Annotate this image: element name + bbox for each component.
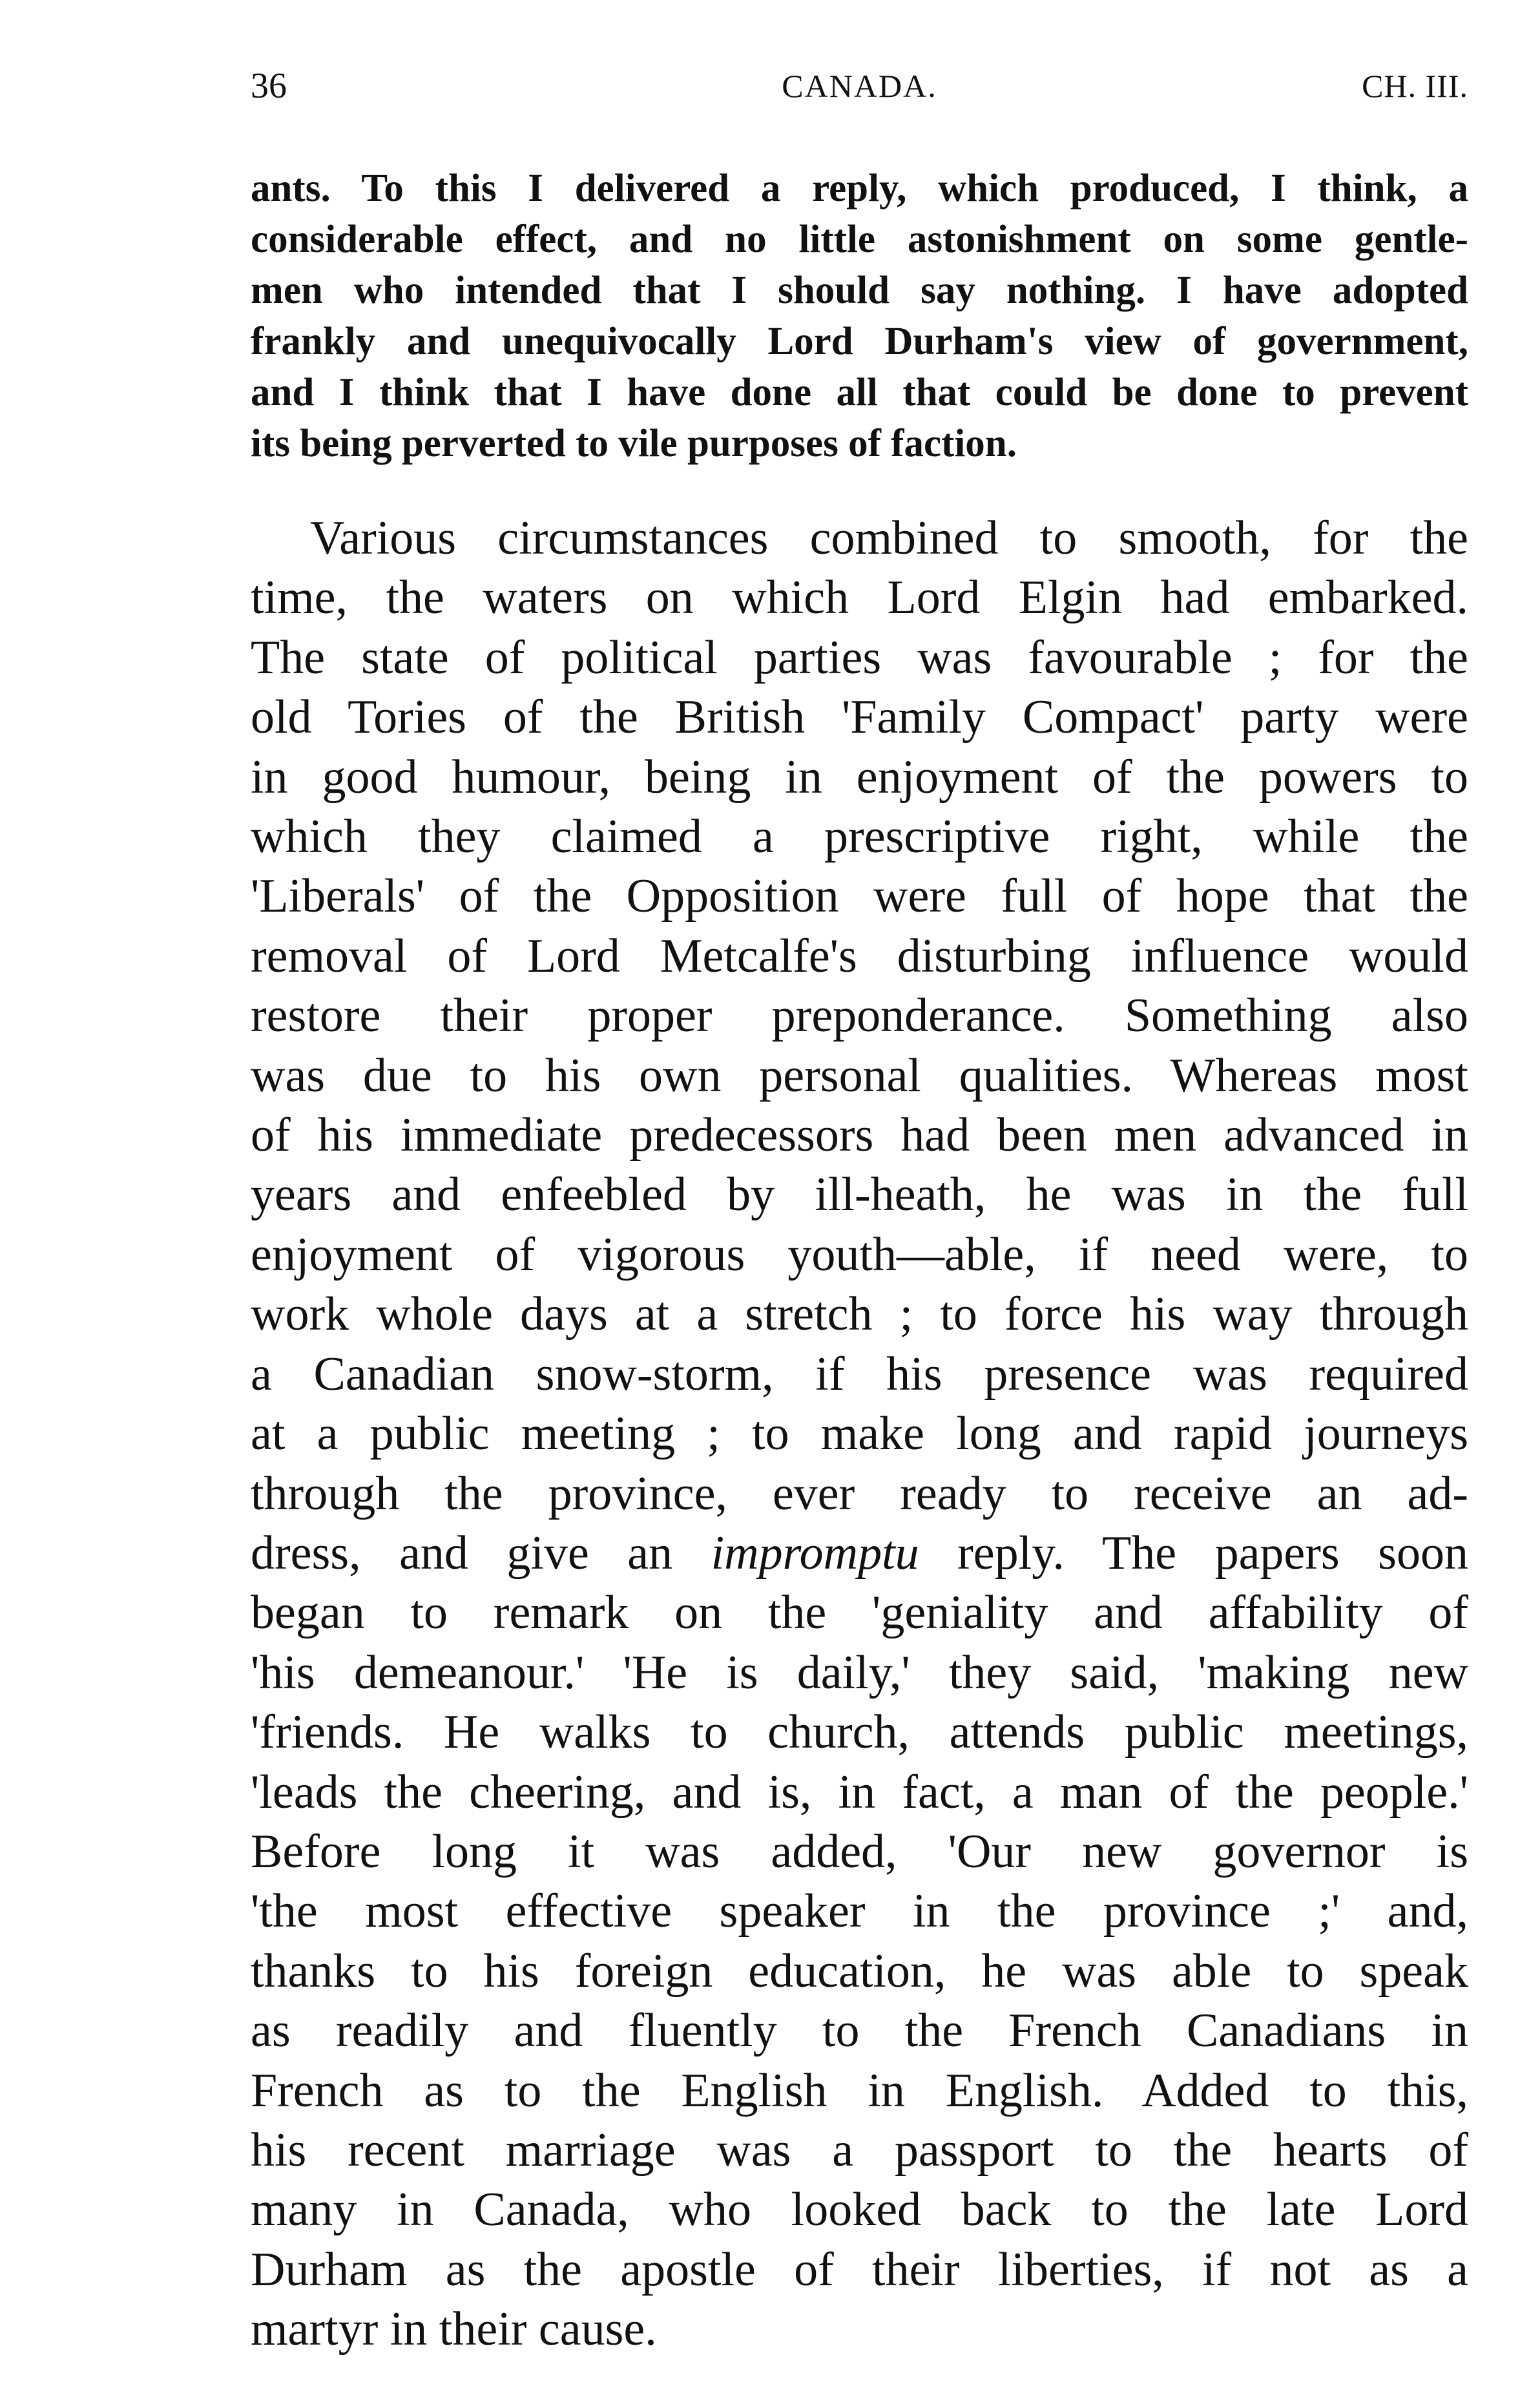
- body-line: French as to the English in English. Added to this,: [251, 2064, 1468, 2117]
- quote-line: considerable effect, and no little astonishment on some gentle-: [251, 218, 1468, 261]
- body-paragraph: [251, 508, 1468, 2360]
- body-line: Before long it was added, 'Our new governor is: [251, 1825, 1468, 1878]
- chapter-reference: CH. III.: [1362, 68, 1468, 104]
- body-line: 'Liberals' of the Opposition were full of hope that the: [251, 870, 1468, 923]
- body-line: which they claimed a prescriptive right, while the: [251, 810, 1468, 864]
- body-line: Various circumstances combined to smooth, for the: [310, 512, 1468, 565]
- body-line: old Tories of the British 'Family Compact' party were: [251, 691, 1468, 744]
- body-line: was due to his own personal qualities. Whereas most: [251, 1049, 1468, 1102]
- quoted-letter-excerpt: [251, 163, 1468, 469]
- body-line-with-italic: [251, 1523, 1468, 1583]
- body-line: his recent marriage was a passport to the hearts of: [251, 2123, 1468, 2177]
- line-start: dress, and give an: [251, 1526, 673, 1580]
- quote-line: its being perverted to vile purposes of faction.: [251, 422, 1017, 465]
- italic-word: impromptu: [711, 1526, 919, 1580]
- body-line: removal of Lord Metcalfe's disturbing influence would: [251, 929, 1468, 983]
- body-line: 'friends. He walks to church, attends public meetings,: [251, 1706, 1468, 1759]
- body-line: enjoyment of vigorous youth—able, if need were, to: [251, 1228, 1468, 1281]
- body-line: 'leads the cheering, and is, in fact, a man of the people.': [251, 1765, 1468, 1819]
- body-line: a Canadian snow-storm, if his presence was required: [251, 1347, 1468, 1401]
- body-line: through the province, ever ready to receive an ad-: [251, 1467, 1468, 1520]
- body-line: at a public meeting ; to make long and rapid journeys: [251, 1407, 1468, 1461]
- body-line: 'the most effective speaker in the province ;' and,: [251, 1885, 1468, 1938]
- quote-line: frankly and unequivocally Lord Durham's view of government,: [251, 320, 1468, 363]
- quote-line: ants. To this I delivered a reply, which produced, I think, a: [251, 167, 1468, 210]
- body-line: work whole days at a stretch ; to force his way through: [251, 1288, 1468, 1341]
- body-line: time, the waters on which Lord Elgin had embarked.: [251, 571, 1468, 625]
- body-line: thanks to his foreign education, he was able to speak: [251, 1944, 1468, 1998]
- quote-line: men who intended that I should say nothing. I have adopted: [251, 269, 1468, 312]
- body-line: as readily and fluently to the French Canadians in: [251, 2004, 1468, 2058]
- quote-line: and I think that I have done all that could be done to prevent: [251, 371, 1468, 414]
- body-line: martyr in their cause.: [251, 2303, 657, 2356]
- body-line: Durham as the apostle of their liberties, if not as a: [251, 2243, 1468, 2296]
- body-line: 'his demeanour.' 'He is daily,' they said, 'making new: [251, 1646, 1468, 1699]
- running-head: [251, 57, 1468, 115]
- page-number: 36: [251, 66, 287, 106]
- body-line: many in Canada, who looked back to the late Lord: [251, 2183, 1468, 2237]
- running-title: CANADA.: [782, 68, 937, 104]
- body-line: years and enfeebled by ill-heath, he was in the full: [251, 1168, 1468, 1222]
- body-line: of his immediate predecessors had been men advanced in: [251, 1109, 1468, 1162]
- body-line: began to remark on the 'geniality and affability of: [251, 1586, 1468, 1640]
- body-line: in good humour, being in enjoyment of the powers to: [251, 750, 1468, 804]
- body-line: The state of political parties was favourable ; for the: [251, 631, 1468, 684]
- line-end: reply. The papers soon: [957, 1526, 1468, 1580]
- body-line: restore their proper preponderance. Something also: [251, 989, 1468, 1043]
